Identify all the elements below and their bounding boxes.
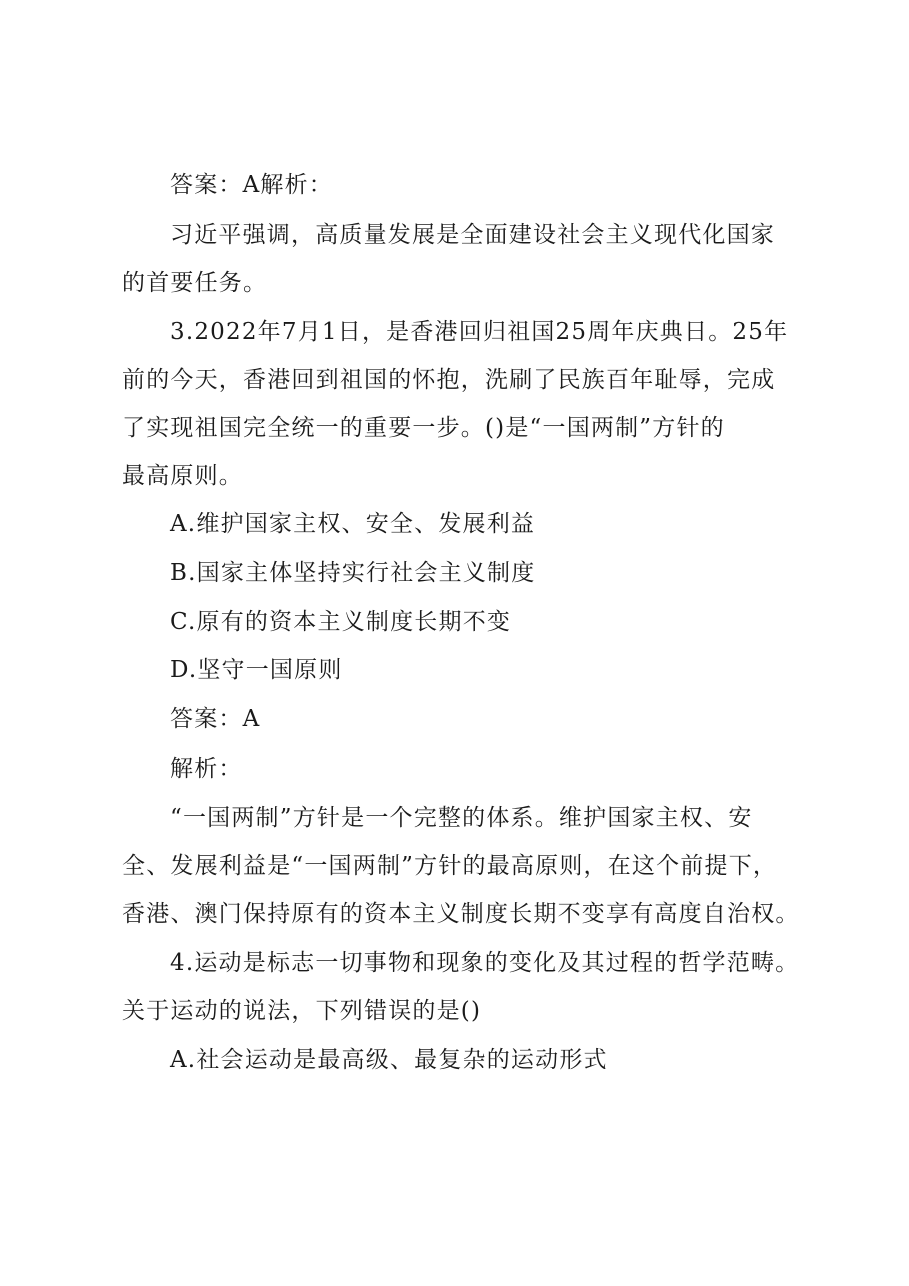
question-4-line: 关于运动的说法，下列错误的是(): [122, 998, 482, 1024]
question-3-line: 前的今天，香港回到祖国的怀抱，洗刷了民族百年耻辱，完成: [122, 367, 776, 393]
option-d: D.坚守一国原则: [170, 657, 343, 683]
analysis-line: “一国两制”方针是一个完整的体系。维护国家主权、安: [170, 805, 753, 831]
option-c: C.原有的资本主义制度长期不变: [170, 609, 512, 635]
analysis-line: 全、发展利益是“一国两制”方针的最高原则，在这个前提下，: [122, 853, 778, 879]
explanation-line: 的首要任务。: [122, 270, 268, 296]
analysis-label: 解析：: [170, 756, 243, 782]
explanation-line: 习近平强调，高质量发展是全面建设社会主义现代化国家: [170, 222, 775, 248]
question-3-line: 3.2022年7月1日，是香港回归祖国25周年庆典日。25年: [170, 319, 789, 345]
option-a: A.维护国家主权、安全、发展利益: [170, 511, 536, 537]
question-3-line: 最高原则。: [122, 463, 243, 489]
answer-line-q2: 答案：A解析：: [170, 172, 334, 198]
question-3-line: 了实现祖国完全统一的重要一步。()是“一国两制”方针的: [122, 415, 725, 441]
analysis-line: 香港、澳门保持原有的资本主义制度长期不变享有高度自治权。: [122, 901, 800, 927]
option-a: A.社会运动是最高级、最复杂的运动形式: [170, 1047, 608, 1073]
question-4-line: 4.运动是标志一切事物和现象的变化及其过程的哲学范畴。: [170, 950, 800, 976]
option-b: B.国家主体坚持实行社会主义制度: [170, 560, 536, 586]
answer-line-q3: 答案：A: [170, 706, 261, 732]
